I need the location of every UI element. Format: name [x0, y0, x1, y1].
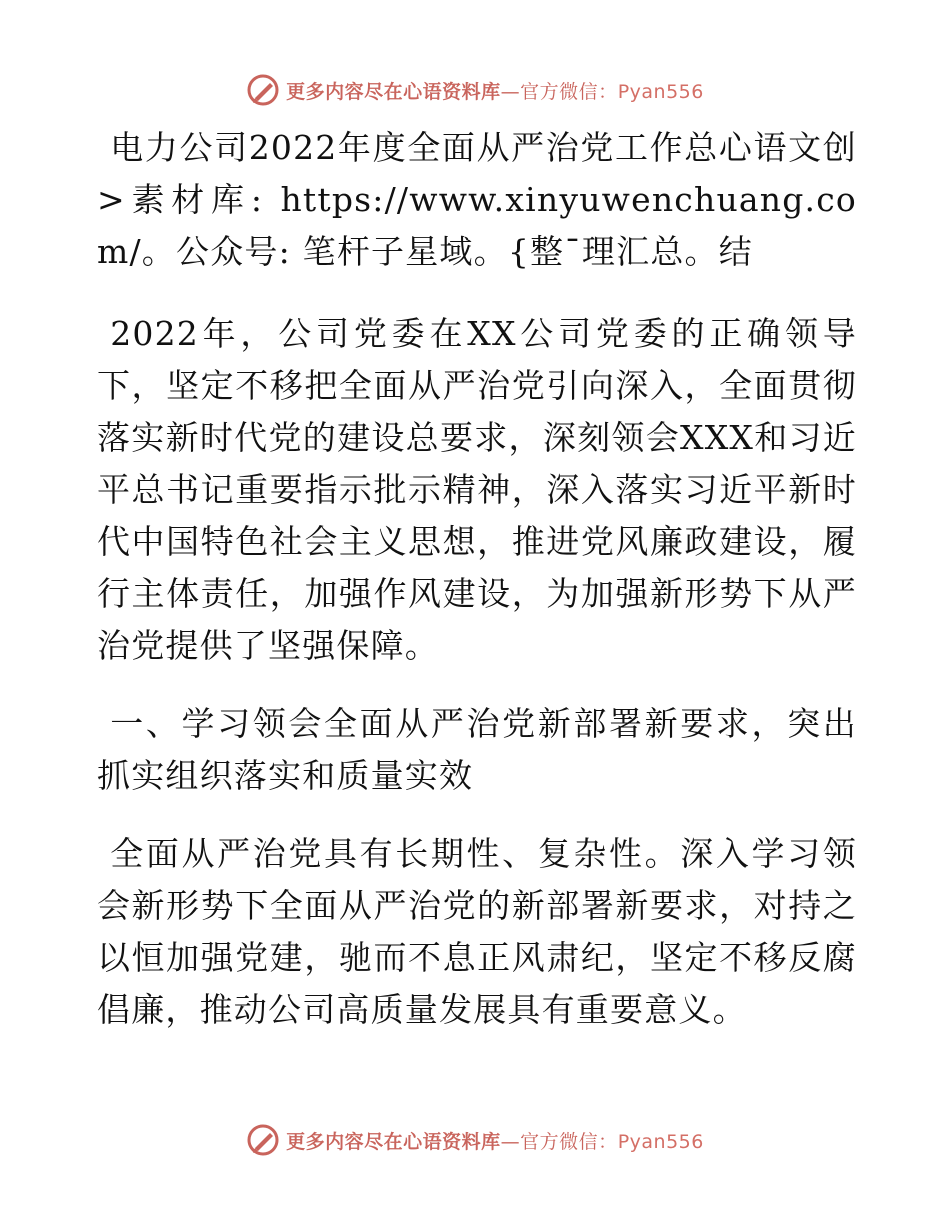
pen-logo-icon [246, 1123, 280, 1157]
watermark-main: 更多内容尽在心语资料库 [286, 1130, 501, 1153]
header-watermark [0, 70, 950, 110]
paragraph-section-body: 全面从严治党具有长期性、复杂性。深入学习领会新形势下全面从严治党的新部署新要求，对持之以恒加强党建，驰而不息正风肃纪，坚定不移反腐倡廉，推动公司高质量发展具有重要意义。 [97, 834, 857, 1029]
paragraph-title: 电力公司2022年度全面从严治党工作总心语文创>素材库: https://www.xinyuwenchuang.com/。公众号: 笔杆子星域。{整¯理汇总。结 [97, 128, 857, 271]
watermark-text [286, 77, 704, 104]
watermark-wechat-id: Pyan556 [617, 80, 704, 103]
watermark-main: 更多内容尽在心语资料库 [286, 80, 501, 103]
document-body [97, 122, 857, 1036]
pen-logo-icon [246, 73, 280, 107]
watermark-label: 官方微信： [520, 80, 618, 103]
watermark-separator: — [500, 1130, 521, 1153]
watermark-label: 官方微信： [520, 1130, 618, 1153]
paragraph-intro: 2022年，公司党委在XX公司党委的正确领导下，坚定不移把全面从严治党引向深入，全面贯彻落实新时代党的建设总要求，深刻领会XXX和习近平总书记重要指示批示精神，深入落实习近平新时代中国特色社会主义思想，推进党风廉政建设，履行主体责任，加强作风建设，为加强新形势下从严治党提供了坚强保障。 [97, 314, 857, 665]
footer-watermark [0, 1120, 950, 1160]
watermark-wechat-id: Pyan556 [617, 1130, 704, 1153]
watermark-text [286, 1127, 704, 1154]
section-heading: 一、学习领会全面从严治党新部署新要求，突出抓实组织落实和质量实效 [97, 704, 857, 795]
watermark-separator: — [500, 80, 521, 103]
